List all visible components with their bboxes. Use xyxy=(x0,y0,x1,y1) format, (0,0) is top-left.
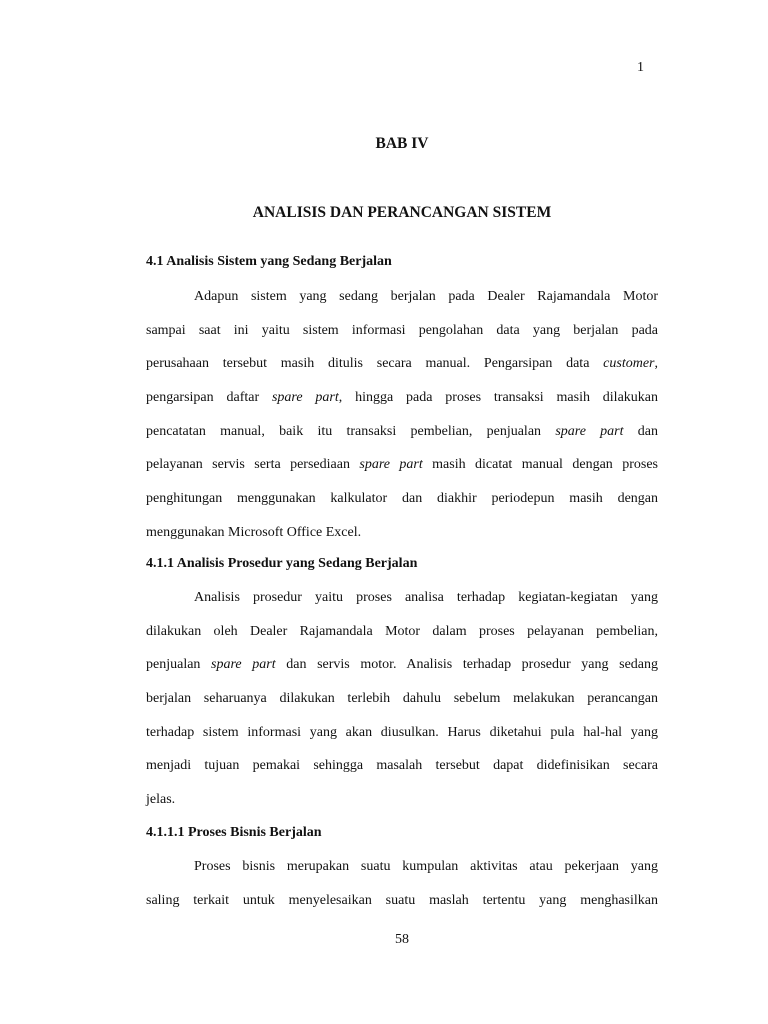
page-number-top: 1 xyxy=(637,60,644,75)
text-run: perusahaan tersebut masih ditulis secara manual. Pengarsipan data xyxy=(146,356,604,372)
section-4-1-1-paragraph xyxy=(146,588,658,824)
paragraph-line xyxy=(146,622,658,656)
paragraph-line xyxy=(146,689,658,723)
paragraph-line xyxy=(146,523,658,557)
text-run: jelas. xyxy=(146,792,176,808)
paragraph-line xyxy=(146,655,658,689)
paragraph-line xyxy=(146,321,658,355)
paragraph-line xyxy=(146,388,658,422)
text-run: masih dicatat manual dengan proses xyxy=(422,457,658,473)
text-run: dan servis motor. Analisis terhadap prosedur yang sedang xyxy=(275,657,659,673)
text-run: penjualan xyxy=(146,657,212,673)
text-run: dan xyxy=(623,423,658,439)
text-run: pelayanan servis serta persediaan xyxy=(146,457,360,473)
paragraph-line xyxy=(146,287,658,321)
text-run: terhadap sistem informasi yang akan diusulkan. Harus diketahui pula hal-hal yang xyxy=(146,724,658,740)
section-heading-4-1-1: 4.1.1 Analisis Prosedur yang Sedang Berjalan xyxy=(146,556,418,571)
text-run: , hingga pada proses transaksi masih dilakukan xyxy=(338,390,658,406)
paragraph-line xyxy=(146,756,658,790)
text-run: sampai saat ini yaitu sistem informasi pengolahan data yang berjalan pada xyxy=(146,322,658,338)
paragraph-line xyxy=(146,455,658,489)
text-run: menggunakan Microsoft Office Excel. xyxy=(146,524,362,540)
italic-term: spare part xyxy=(211,657,276,673)
italic-term: spare part xyxy=(359,457,423,473)
paragraph-line xyxy=(146,790,658,824)
paragraph-line xyxy=(146,588,658,622)
section-4-1-paragraph xyxy=(146,287,658,557)
paragraph-line xyxy=(146,489,658,523)
italic-term: customer xyxy=(603,356,655,372)
text-run: pengarsipan daftar xyxy=(146,390,272,406)
section-4-1-1-1-paragraph xyxy=(146,857,658,924)
italic-term: spare part xyxy=(271,390,339,406)
chapter-heading: BAB IV xyxy=(375,135,429,152)
text-run: saling terkait untuk menyelesaikan suatu maslah tertentu yang menghasilkan xyxy=(146,892,658,908)
page-number-footer: 58 xyxy=(395,932,409,947)
paragraph-line xyxy=(146,857,658,891)
text-run: berjalan seharuanya dilakukan terlebih dahulu sebelum melakukan perancangan xyxy=(146,691,658,707)
text-run: , xyxy=(654,356,658,372)
section-heading-4-1-1-1: 4.1.1.1 Proses Bisnis Berjalan xyxy=(146,825,322,840)
chapter-title: ANALISIS DAN PERANCANGAN SISTEM xyxy=(252,204,552,221)
paragraph-line xyxy=(146,422,658,456)
text-run: menjadi tujuan pemakai sehingga masalah tersebut dapat didefinisikan secara xyxy=(146,758,658,774)
text-run: penghitungan menggunakan kalkulator dan diakhir periodepun masih dengan xyxy=(146,491,658,507)
section-heading-4-1: 4.1 Analisis Sistem yang Sedang Berjalan xyxy=(146,254,392,269)
text-run: Adapun sistem yang sedang berjalan pada Dealer Rajamandala Motor xyxy=(194,289,658,304)
paragraph-line xyxy=(146,891,658,925)
paragraph-line xyxy=(146,723,658,757)
paragraph-line xyxy=(146,354,658,388)
italic-term: spare part xyxy=(555,423,624,439)
text-run: pencatatan manual, baik itu transaksi pembelian, penjualan xyxy=(146,423,556,439)
text-run: Analisis prosedur yaitu proses analisa terhadap kegiatan-kegiatan yang xyxy=(194,590,658,605)
text-run: dilakukan oleh Dealer Rajamandala Motor dalam proses pelayanan pembelian, xyxy=(146,623,658,639)
text-run: Proses bisnis merupakan suatu kumpulan aktivitas atau pekerjaan yang xyxy=(194,859,658,874)
